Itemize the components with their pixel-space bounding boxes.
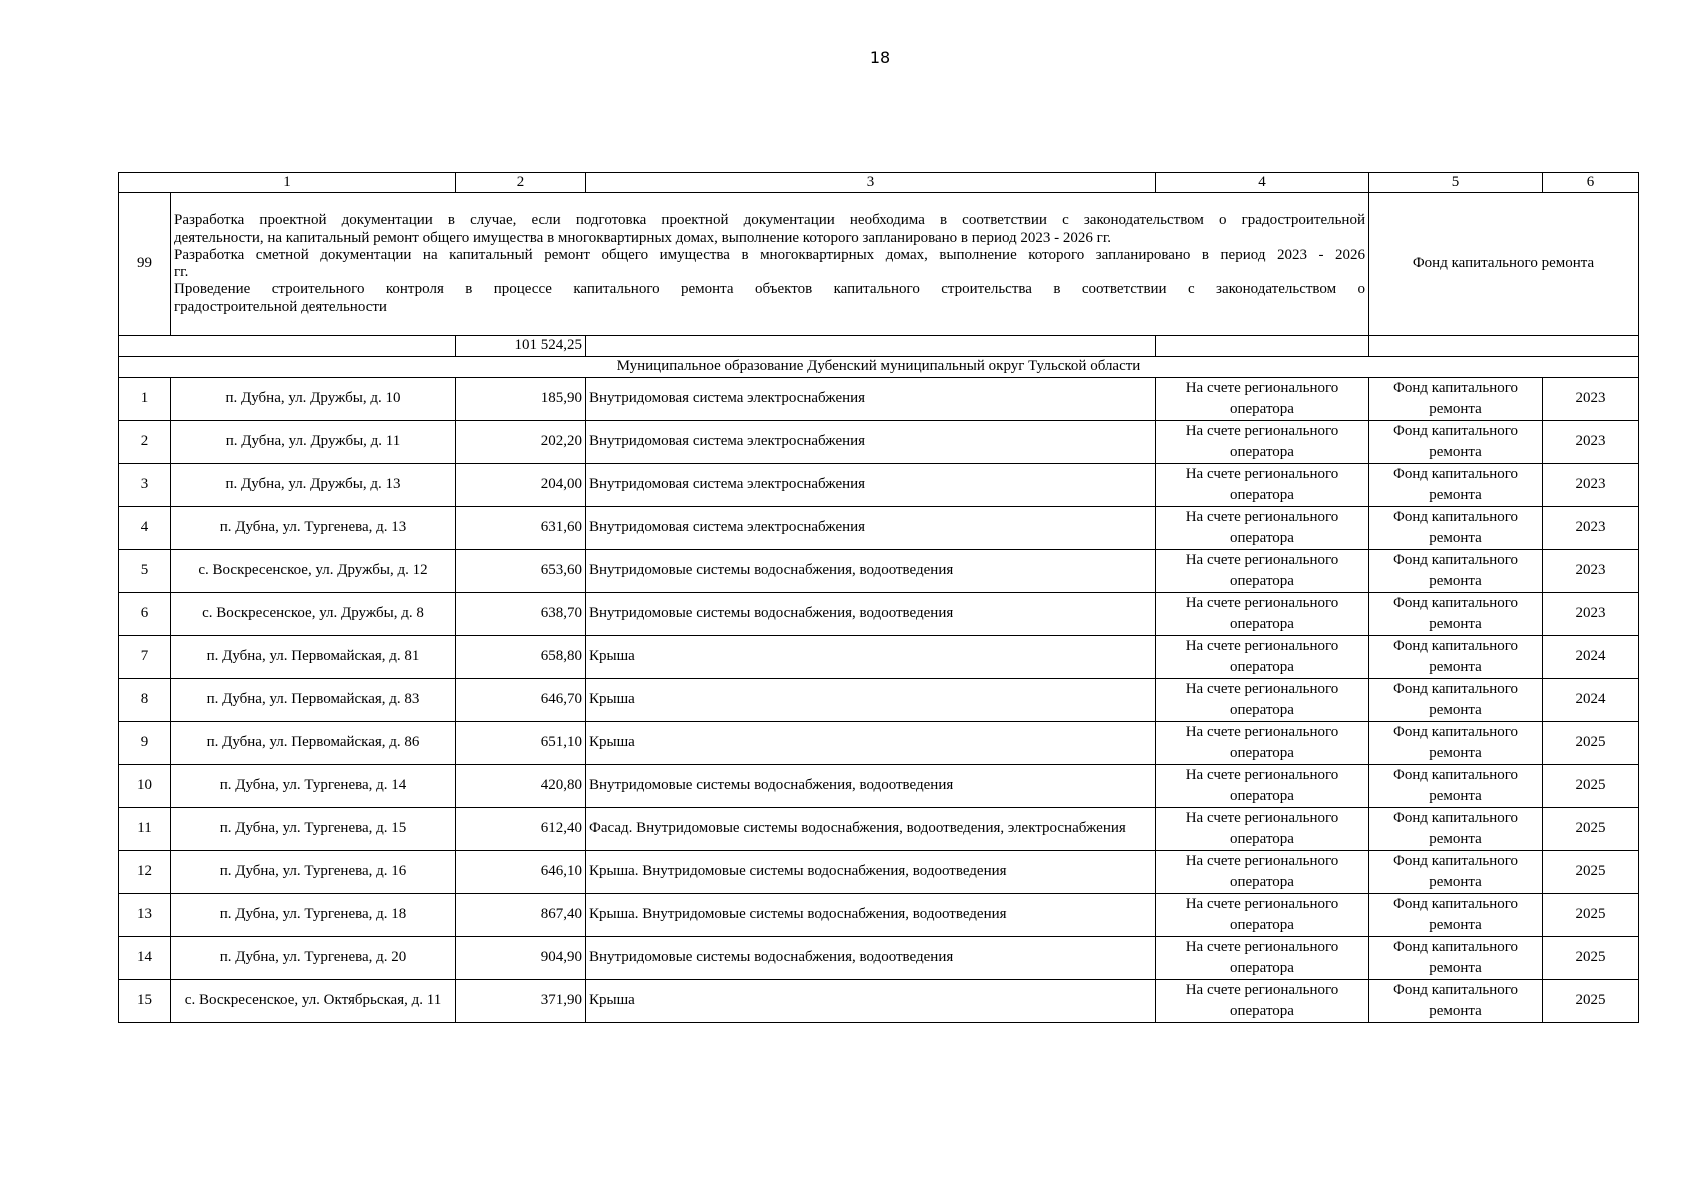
row-area: 202,20 bbox=[456, 421, 586, 464]
row-address: п. Дубна, ул. Тургенева, д. 16 bbox=[171, 851, 456, 894]
header-col-1: 1 bbox=[119, 173, 456, 193]
row-area: 204,00 bbox=[456, 464, 586, 507]
row-work-type: Внутридомовая система электроснабжения bbox=[586, 378, 1156, 421]
row-year: 2023 bbox=[1543, 421, 1639, 464]
table-row bbox=[119, 722, 1639, 765]
row-number: 10 bbox=[119, 765, 171, 808]
row-work-type: Крыша bbox=[586, 636, 1156, 679]
row-number: 2 bbox=[119, 421, 171, 464]
row-99-fund: Фонд капитального ремонта bbox=[1369, 193, 1639, 336]
row-area: 631,60 bbox=[456, 507, 586, 550]
total-value: 101 524,25 bbox=[456, 336, 586, 357]
row-year: 2024 bbox=[1543, 679, 1639, 722]
row-area: 612,40 bbox=[456, 808, 586, 851]
row-year: 2023 bbox=[1543, 464, 1639, 507]
row-work-type: Фасад. Внутридомовые системы водоснабжения, водоотведения, электроснабжения bbox=[586, 808, 1156, 851]
row-fund: Фонд капитального ремонта bbox=[1369, 765, 1543, 808]
row-area: 646,10 bbox=[456, 851, 586, 894]
row-number: 6 bbox=[119, 593, 171, 636]
header-col-4: 4 bbox=[1156, 173, 1369, 193]
table-row bbox=[119, 765, 1639, 808]
row-number: 7 bbox=[119, 636, 171, 679]
row-year: 2025 bbox=[1543, 894, 1639, 937]
row-address: п. Дубна, ул. Тургенева, д. 14 bbox=[171, 765, 456, 808]
row-number: 11 bbox=[119, 808, 171, 851]
row-number: 4 bbox=[119, 507, 171, 550]
row-fund: Фонд капитального ремонта bbox=[1369, 722, 1543, 765]
row-year: 2025 bbox=[1543, 937, 1639, 980]
header-col-2: 2 bbox=[456, 173, 586, 193]
row-address: п. Дубна, ул. Дружбы, д. 10 bbox=[171, 378, 456, 421]
row-account: На счете регионального оператора bbox=[1156, 636, 1369, 679]
table-row bbox=[119, 550, 1639, 593]
header-col-3: 3 bbox=[586, 173, 1156, 193]
row-year: 2023 bbox=[1543, 507, 1639, 550]
row-work-type: Крыша. Внутридомовые системы водоснабжения, водоотведения bbox=[586, 894, 1156, 937]
row-address: п. Дубна, ул. Тургенева, д. 15 bbox=[171, 808, 456, 851]
row-99-line: Разработка проектной документации в случае, если подготовка проектной документации необходима в соответствии с законодательством о градостроительной bbox=[174, 212, 1365, 229]
row-fund: Фонд капитального ремонта bbox=[1369, 937, 1543, 980]
row-address: с. Воскресенское, ул. Дружбы, д. 8 bbox=[171, 593, 456, 636]
row-fund: Фонд капитального ремонта bbox=[1369, 421, 1543, 464]
row-account: На счете регионального оператора bbox=[1156, 937, 1369, 980]
row-fund: Фонд капитального ремонта bbox=[1369, 507, 1543, 550]
row-number: 12 bbox=[119, 851, 171, 894]
row-area: 651,10 bbox=[456, 722, 586, 765]
row-area: 867,40 bbox=[456, 894, 586, 937]
table-row bbox=[119, 679, 1639, 722]
row-year: 2025 bbox=[1543, 851, 1639, 894]
row-account: На счете регионального оператора bbox=[1156, 378, 1369, 421]
row-work-type: Крыша bbox=[586, 980, 1156, 1023]
row-99-line: гг. bbox=[174, 264, 189, 280]
header-row bbox=[119, 173, 1639, 193]
row-area: 185,90 bbox=[456, 378, 586, 421]
row-account: На счете регионального оператора bbox=[1156, 765, 1369, 808]
municipality-title: Муниципальное образование Дубенский муниципальный округ Тульской области bbox=[119, 357, 1639, 378]
row-area: 904,90 bbox=[456, 937, 586, 980]
table-row bbox=[119, 464, 1639, 507]
row-year: 2023 bbox=[1543, 550, 1639, 593]
row-number: 13 bbox=[119, 894, 171, 937]
row-number: 14 bbox=[119, 937, 171, 980]
row-work-type: Внутридомовые системы водоснабжения, водоотведения bbox=[586, 593, 1156, 636]
row-work-type: Внутридомовая система электроснабжения bbox=[586, 507, 1156, 550]
row-99-line: деятельности, на капитальный ремонт общего имущества в многоквартирных домах, выполнение которого запланировано в период 2023 - 2026 гг. bbox=[174, 229, 1112, 246]
row-fund: Фонд капитального ремонта bbox=[1369, 851, 1543, 894]
header-col-5: 5 bbox=[1369, 173, 1543, 193]
row-address: п. Дубна, ул. Дружбы, д. 13 bbox=[171, 464, 456, 507]
row-account: На счете регионального оператора bbox=[1156, 421, 1369, 464]
row-fund: Фонд капитального ремонта bbox=[1369, 808, 1543, 851]
row-work-type: Внутридомовая система электроснабжения bbox=[586, 464, 1156, 507]
row-address: п. Дубна, ул. Первомайская, д. 86 bbox=[171, 722, 456, 765]
row-account: На счете регионального оператора bbox=[1156, 722, 1369, 765]
row-account: На счете регионального оператора bbox=[1156, 894, 1369, 937]
row-address: с. Воскресенское, ул. Дружбы, д. 12 bbox=[171, 550, 456, 593]
row-fund: Фонд капитального ремонта bbox=[1369, 550, 1543, 593]
row-fund: Фонд капитального ремонта bbox=[1369, 636, 1543, 679]
row-area: 646,70 bbox=[456, 679, 586, 722]
row-year: 2025 bbox=[1543, 980, 1639, 1023]
row-99-number: 99 bbox=[119, 193, 171, 336]
row-account: На счете регионального оператора bbox=[1156, 679, 1369, 722]
row-number: 15 bbox=[119, 980, 171, 1023]
table-row bbox=[119, 980, 1639, 1023]
row-account: На счете регионального оператора bbox=[1156, 550, 1369, 593]
row-number: 9 bbox=[119, 722, 171, 765]
row-area: 371,90 bbox=[456, 980, 586, 1023]
row-work-type: Внутридомовые системы водоснабжения, водоотведения bbox=[586, 550, 1156, 593]
row-number: 3 bbox=[119, 464, 171, 507]
row-work-type: Крыша bbox=[586, 679, 1156, 722]
row-account: На счете регионального оператора bbox=[1156, 808, 1369, 851]
row-99 bbox=[119, 193, 1639, 336]
row-99-line: градостроительной деятельности bbox=[174, 298, 387, 315]
row-account: На счете регионального оператора bbox=[1156, 507, 1369, 550]
row-address: п. Дубна, ул. Дружбы, д. 11 bbox=[171, 421, 456, 464]
table-row bbox=[119, 894, 1639, 937]
row-year: 2025 bbox=[1543, 765, 1639, 808]
row-number: 1 bbox=[119, 378, 171, 421]
municipality-row bbox=[119, 357, 1639, 378]
row-year: 2023 bbox=[1543, 593, 1639, 636]
row-number: 8 bbox=[119, 679, 171, 722]
row-fund: Фонд капитального ремонта bbox=[1369, 593, 1543, 636]
row-work-type: Крыша. Внутридомовые системы водоснабжения, водоотведения bbox=[586, 851, 1156, 894]
row-fund: Фонд капитального ремонта bbox=[1369, 378, 1543, 421]
row-account: На счете регионального оператора bbox=[1156, 593, 1369, 636]
row-area: 658,80 bbox=[456, 636, 586, 679]
row-99-line: Проведение строительного контроля в процессе капитального ремонта объектов капитального строительства в соответствии с законодательством о bbox=[174, 281, 1365, 298]
row-work-type: Внутридомовая система электроснабжения bbox=[586, 421, 1156, 464]
table-row bbox=[119, 851, 1639, 894]
total-empty-cell bbox=[1156, 336, 1369, 357]
row-99-line: Разработка сметной документации на капитальный ремонт общего имущества в многоквартирных домах, выполнение которого запланировано в период 2023 - 2026 bbox=[174, 246, 1365, 263]
row-year: 2025 bbox=[1543, 808, 1639, 851]
row-area: 638,70 bbox=[456, 593, 586, 636]
row-account: На счете регионального оператора bbox=[1156, 464, 1369, 507]
table-row bbox=[119, 937, 1639, 980]
row-year: 2023 bbox=[1543, 378, 1639, 421]
row-number: 5 bbox=[119, 550, 171, 593]
capital-repair-table bbox=[118, 172, 1639, 1023]
row-account: На счете регионального оператора bbox=[1156, 980, 1369, 1023]
table-row bbox=[119, 421, 1639, 464]
table-row bbox=[119, 808, 1639, 851]
row-99-description bbox=[171, 193, 1369, 336]
row-work-type: Крыша bbox=[586, 722, 1156, 765]
total-empty-cell bbox=[1369, 336, 1639, 357]
row-address: п. Дубна, ул. Тургенева, д. 13 bbox=[171, 507, 456, 550]
row-work-type: Внутридомовые системы водоснабжения, водоотведения bbox=[586, 937, 1156, 980]
row-address: п. Дубна, ул. Первомайская, д. 81 bbox=[171, 636, 456, 679]
row-work-type: Внутридомовые системы водоснабжения, водоотведения bbox=[586, 765, 1156, 808]
row-account: На счете регионального оператора bbox=[1156, 851, 1369, 894]
row-address: п. Дубна, ул. Тургенева, д. 18 bbox=[171, 894, 456, 937]
row-fund: Фонд капитального ремонта bbox=[1369, 679, 1543, 722]
table-row bbox=[119, 593, 1639, 636]
row-address: с. Воскресенское, ул. Октябрьская, д. 11 bbox=[171, 980, 456, 1023]
table-row bbox=[119, 507, 1639, 550]
row-year: 2024 bbox=[1543, 636, 1639, 679]
header-col-6: 6 bbox=[1543, 173, 1639, 193]
total-empty-cell bbox=[586, 336, 1156, 357]
total-row bbox=[119, 336, 1639, 357]
table-body bbox=[119, 173, 1639, 1023]
row-fund: Фонд капитального ремонта bbox=[1369, 980, 1543, 1023]
row-address: п. Дубна, ул. Первомайская, д. 83 bbox=[171, 679, 456, 722]
row-fund: Фонд капитального ремонта bbox=[1369, 894, 1543, 937]
row-fund: Фонд капитального ремонта bbox=[1369, 464, 1543, 507]
row-year: 2025 bbox=[1543, 722, 1639, 765]
row-address: п. Дубна, ул. Тургенева, д. 20 bbox=[171, 937, 456, 980]
row-area: 653,60 bbox=[456, 550, 586, 593]
total-empty-cell bbox=[119, 336, 456, 357]
page-number: 18 bbox=[869, 48, 891, 67]
table-row bbox=[119, 378, 1639, 421]
row-area: 420,80 bbox=[456, 765, 586, 808]
table-row bbox=[119, 636, 1639, 679]
